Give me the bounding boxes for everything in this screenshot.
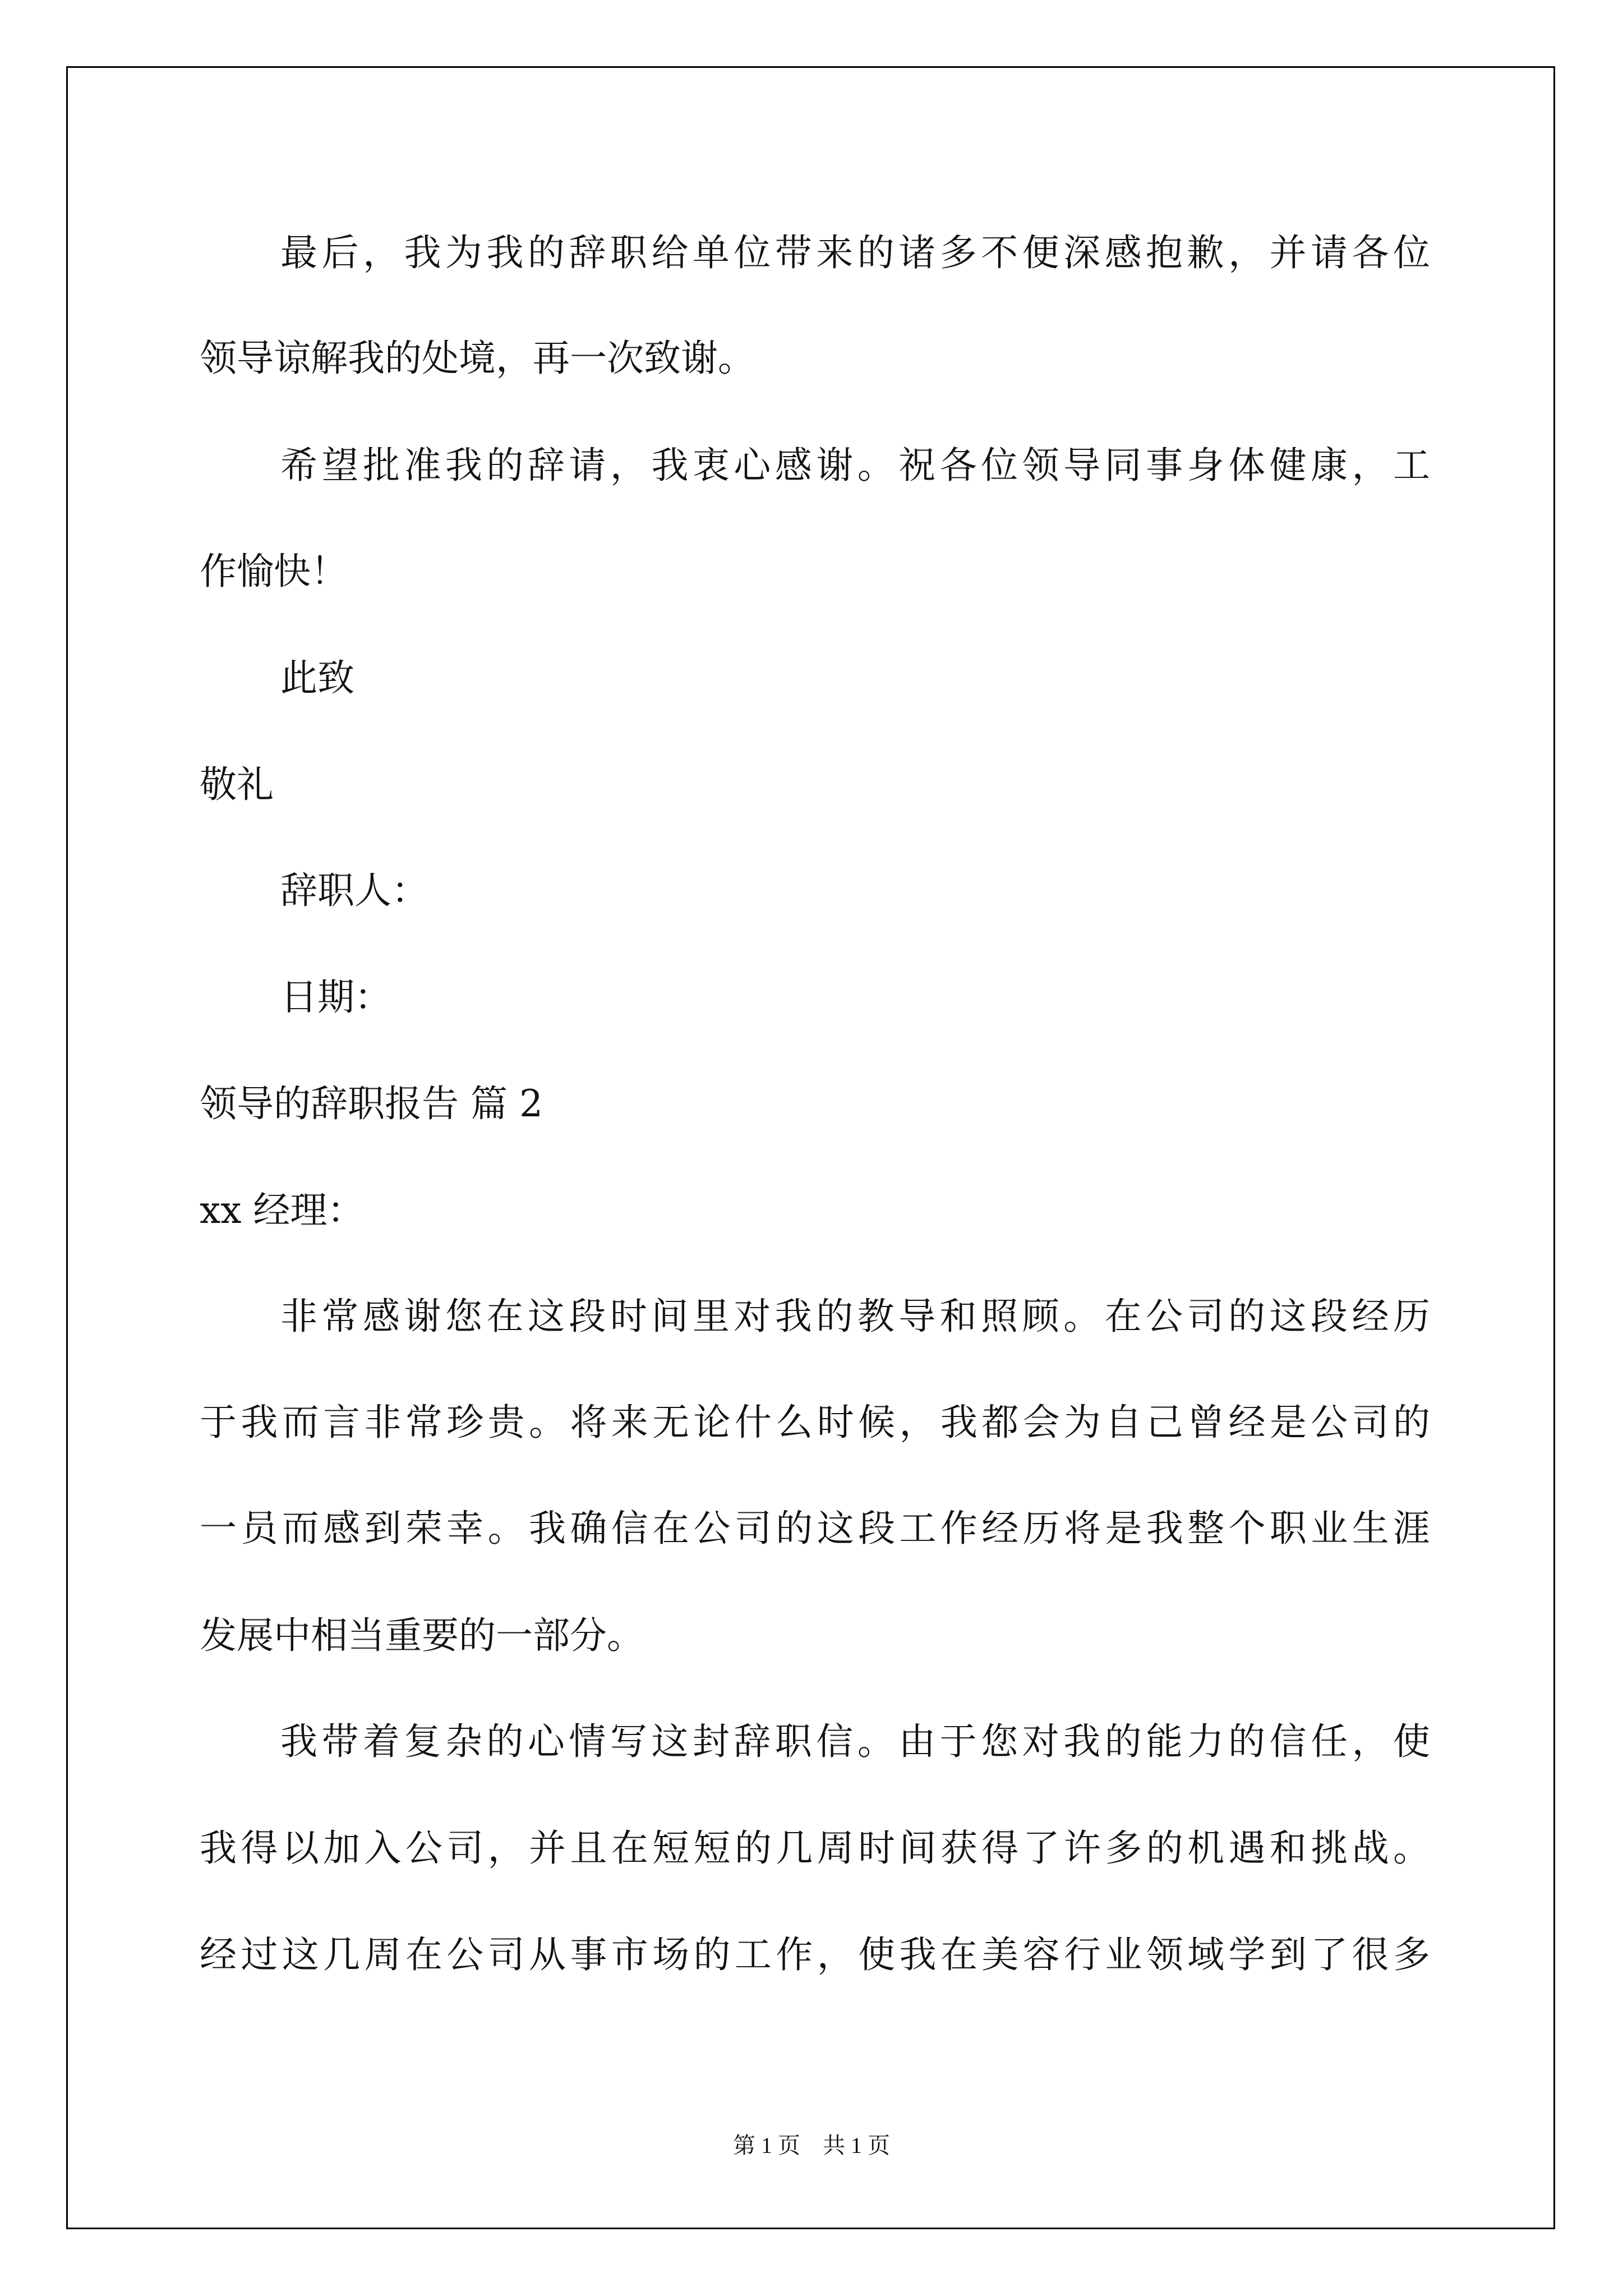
paragraph-line-7: 一员而感到荣幸。我确信在公司的这段工作经历将是我整个职业生涯 bbox=[200, 1507, 1430, 1550]
paragraph-line-9: 我带着复杂的心情写这封辞职信。由于您对我的能力的信任，使 bbox=[280, 1720, 1430, 1763]
paragraph-line-8: 发展中相当重要的一部分。 bbox=[200, 1614, 644, 1657]
page-border bbox=[66, 66, 1555, 2229]
closing-salutation: 此致 bbox=[280, 656, 354, 700]
date-label: 日期： bbox=[280, 976, 391, 1019]
paragraph-line-1: 最后，我为我的辞职给单位带来的诸多不便深感抱歉，并请各位 bbox=[280, 231, 1430, 274]
paragraph-line-11: 经过这几周在公司从事市场的工作，使我在美容行业领域学到了很多 bbox=[200, 1933, 1430, 1976]
addressee-line: xx 经理： bbox=[200, 1189, 365, 1232]
page-footer: 第 1 页 共 1 页 bbox=[733, 2133, 890, 2158]
paragraph-line-2: 领导谅解我的处境，再一次致谢。 bbox=[200, 337, 755, 380]
paragraph-line-6: 于我而言非常珍贵。将来无论什么时候，我都会为自己曾经是公司的 bbox=[200, 1401, 1430, 1444]
paragraph-line-4: 作愉快！ bbox=[200, 550, 348, 593]
paragraph-line-3: 希望批准我的辞请，我衷心感谢。祝各位领导同事身体健康，工 bbox=[280, 444, 1430, 487]
closing-regards: 敬礼 bbox=[200, 763, 274, 806]
paragraph-line-10: 我得以加入公司，并且在短短的几周时间获得了许多的机遇和挑战。 bbox=[200, 1826, 1430, 1870]
signer-label: 辞职人： bbox=[280, 869, 428, 912]
section-heading: 领导的辞职报告 篇 2 bbox=[200, 1082, 543, 1125]
paragraph-line-5: 非常感谢您在这段时间里对我的教导和照顾。在公司的这段经历 bbox=[280, 1295, 1430, 1338]
